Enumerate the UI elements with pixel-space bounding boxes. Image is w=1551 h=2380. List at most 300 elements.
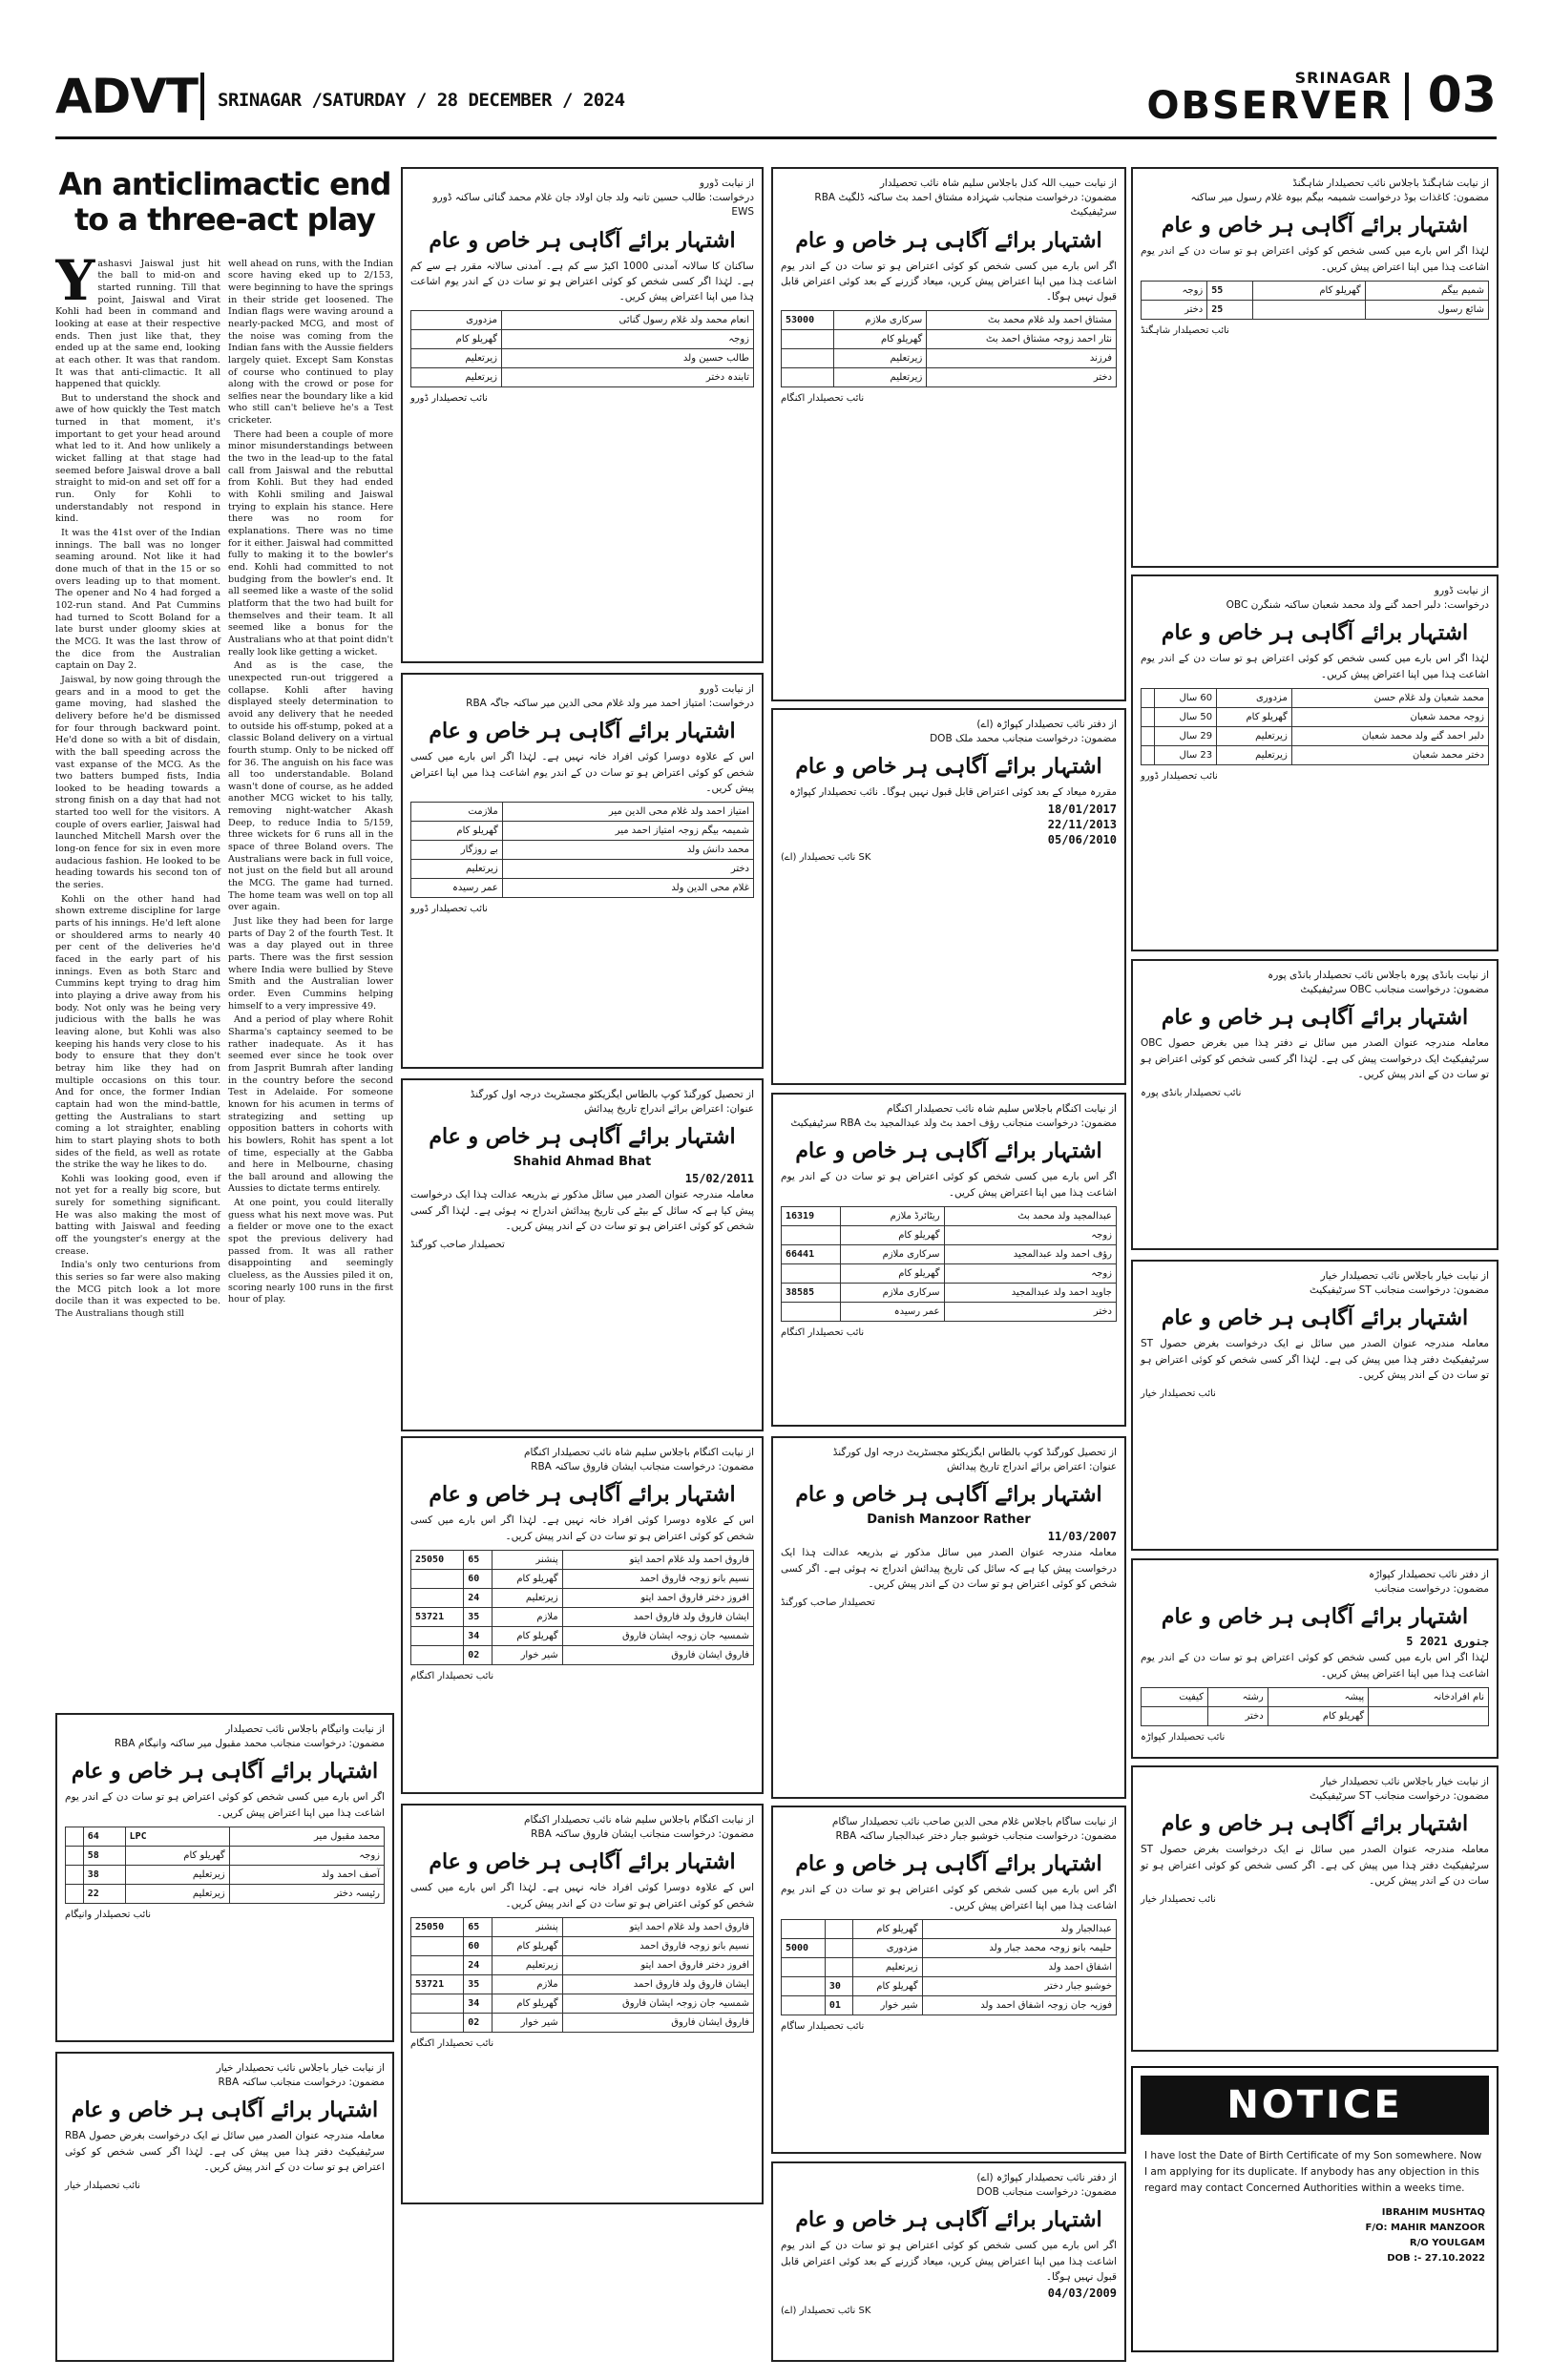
- table-cell: عمر رسیدہ: [411, 879, 503, 898]
- urdu-notice: [771, 708, 1126, 1085]
- table-cell: 35: [464, 1607, 493, 1626]
- table-row: [411, 349, 754, 368]
- table-cell: گھریلو کام: [1217, 707, 1292, 726]
- applicant-name: Shahid Ahmad Bhat: [513, 1155, 652, 1170]
- table-cell: 60: [464, 1936, 493, 1955]
- paragraph: ashasvi Jaiswal just hit the ball to mid-on and started running. Till that point, Jaiswal and Virat Kohli had been in command and looking at ease at their respective ends. Then just like that, they ended up at the same end, looking at each other. It was that random. It was that anti-climactic. It all happened that quickly.: [55, 258, 220, 390]
- table-cell: گھریلو کام: [125, 1846, 229, 1865]
- table-cell: [1142, 1706, 1208, 1725]
- table-cell: [825, 1957, 852, 1976]
- notice-body: اس کے علاوہ دوسرا کوئی افراد خانہ نہیں ہے۔ لہٰذا اگر اس بارے میں کسی شخص کو کوئی اعتراض ہو تو سات دن کے اندر یوم اشاعت ہٰذا میں اپنا اعتراض پیش کریں۔: [410, 751, 754, 794]
- urdu-notice: [401, 1804, 764, 2204]
- notice-signature: نائب تحصیلدار خیار: [65, 2181, 140, 2192]
- family-table: [410, 1917, 754, 2033]
- notice-header: از نیابت حبیب اللہ کدل باجلاس سلیم شاہ نائب تحصیلدار مضمون: درخواست منجانب شہزادہ مشتاق احمد بٹ ساکنہ ڈلگیٹ RBA سرٹیفیکیٹ: [814, 177, 1117, 219]
- table-cell: بے روزگار: [411, 841, 503, 860]
- notice-header: از نیابت ڈورو درخواست: امتیاز احمد میر ولد غلام محی الدین میر ساکنہ جاگہ RBA: [466, 683, 754, 710]
- notice-body: اگر اس بارے میں کسی شخص کو کوئی اعتراض ہو تو سات دن کے اندر یوم اشاعت ہٰذا میں اپنا اعتراض پیش کریں۔: [781, 1171, 1117, 1199]
- table-cell: گھریلو کام: [853, 1919, 923, 1938]
- table-cell: 02: [464, 1645, 493, 1664]
- table-row: [782, 1283, 1117, 1302]
- table-cell: نسیم بانو زوجہ فاروق احمد: [562, 1936, 753, 1955]
- paragraph: It was the 41st over of the Indian innings. The ball was no longer seaming around. Not like it had done much of that in the 15 or so overs leading up to that moment. The opener and No 4 had forged a 102-run stand. And Pat Cummins had turned to Scott Boland for a late burst under gloomy skies at the MCG. It was the last throw of the dice from the Australian captain on Day 2.: [55, 528, 220, 672]
- table-cell: شائع رسول: [1365, 300, 1488, 319]
- table-cell: مزدوری: [853, 1938, 923, 1957]
- notice-date: 5 جنوری 2021: [1406, 1635, 1489, 1649]
- urdu-notice: [401, 167, 764, 663]
- table-row: [782, 1225, 1117, 1244]
- table-cell: گھریلو کام: [492, 1936, 562, 1955]
- notice-signature: نائب تحصیلدار ڈورو: [410, 393, 488, 405]
- notice-header: از نیابت بانڈی پورہ باجلاس نائب تحصیلدار بانڈی پورہ مضمون: درخواست منجانب OBC سرٹیفیکیٹ: [1268, 970, 1489, 996]
- notice-title: اشتہار برائے آگاہی ہر خاص و عام: [1161, 1305, 1469, 1331]
- applicant-name: Danish Manzoor Rather: [867, 1513, 1031, 1528]
- table-cell: شیر خوار: [492, 1645, 562, 1664]
- notice-body: اس کے علاوہ دوسرا کوئی افراد خانہ نہیں ہے۔ لہٰذا اگر اس بارے میں کسی شخص کو کوئی اعتراض ہو تو سات دن کے اندر پیش کریں۔: [410, 1514, 754, 1542]
- brand-main: OBSERVER: [1146, 84, 1392, 128]
- table-cell: فاروق ایشان فاروق: [562, 1645, 753, 1664]
- notice-body: اس کے علاوہ دوسرا کوئی افراد خانہ نہیں ہے۔ لہٰذا اگر اس بارے میں کسی شخص کو کوئی اعتراض ہو تو سات دن کے اندر پیش کریں۔: [410, 1882, 754, 1910]
- table-cell: زیرتعلیم: [834, 349, 927, 368]
- table-cell: 23 سال: [1154, 745, 1217, 764]
- notice-signature: تحصیلدار صاحب کورگنڈ: [781, 1597, 875, 1609]
- notice-body: معاملہ مندرجہ عنوان الصدر میں سائل نے ایک درخواست بغرض حصول ST سرٹیفیکیٹ دفتر ہٰذا میں پیش کی ہے۔ لہٰذا اگر کسی شخص کو کوئی اعتراض ہو تو سات دن کے اندر پیش کریں۔: [1141, 1338, 1489, 1381]
- table-row: [411, 1569, 754, 1588]
- urdu-notice: [401, 1078, 764, 1431]
- notice-header: از نیابت شاہگنڈ باجلاس نائب تحصیلدار شاہگنڈ مضمون: کاغذات بوڈ درخواست شمیمہ بیگم بیوہ غلام رسول میر ساکنہ: [1190, 177, 1489, 204]
- notice-title: اشتہار برائے آگاہی ہر خاص و عام: [71, 1759, 379, 1785]
- notice-title: اشتہار برائے آگاہی ہر خاص و عام: [429, 227, 736, 253]
- article-column-2: [228, 259, 393, 1323]
- family-table: [781, 310, 1117, 387]
- notice-body: اگر اس بارے میں کسی شخص کو کوئی اعتراض ہو تو سات دن کے اندر یوم اشاعت ہٰذا میں اپنا اعتراض پیش کریں، میعاد گزرنے کے بعد کوئی اعتراض قابل قبول نہیں ہوگا۔: [781, 260, 1117, 303]
- table-row: [782, 311, 1117, 330]
- family-table: [781, 1919, 1117, 2015]
- table-cell: زوجہ: [1142, 281, 1207, 300]
- table-cell: نسیم بانو زوجہ فاروق احمد: [562, 1569, 753, 1588]
- table-cell: [782, 1225, 841, 1244]
- notice-body: اگر اس بارے میں کسی شخص کو کوئی اعتراض ہو تو سات دن کے اندر یوم اشاعت ہٰذا میں اپنا اعتراض پیش کریں۔: [65, 1791, 385, 1819]
- notice-title: اشتہار برائے آگاہی ہر خاص و عام: [795, 227, 1102, 253]
- notice-header: از نیابت اکنگام باجلاس سلیم شاہ نائب تحصیلدار اکنگام مضمون: درخواست منجانب ایشان فاروق ساکنہ RBA: [524, 1814, 754, 1841]
- table-cell: مشتاق احمد ولد غلام محمد بٹ: [927, 311, 1117, 330]
- paragraph: well ahead on runs, with the Indian score having eked up to 2/153, were beginning to have the springs in their stride get loosened. The Indian flags were waving around a nearly-packed MCG, and most of the noise was coming from the Indian fans with the Aussie fielders largely quiet. Except Sam Konstas of course who continued to play along with the crowd or pose for selfies near the boundary like a kid who still can't believe he's a Test cricketer.: [228, 258, 393, 427]
- table-row: [782, 1244, 1117, 1263]
- table-row: [411, 1550, 754, 1569]
- notice-header: از نیابت خیار باجلاس نائب تحصیلدار خیار مضمون: درخواست منجانب ST سرٹیفیکیٹ: [1309, 1776, 1489, 1803]
- table-cell: [411, 1955, 464, 1974]
- table-cell: گھریلو کام: [840, 1263, 944, 1283]
- notice-body: معاملہ مندرجہ عنوان الصدر میں سائل نے ایک درخواست بغرض حصول RBA سرٹیفیکیٹ دفتر ہٰذا میں پیش کی ہے۔ لہٰذا اگر کسی شخص کو کوئی اعتراض ہو تو سات دن کے اندر پیش کریں۔: [65, 2130, 385, 2173]
- table-cell: افروز دختر فاروق احمد ایتو: [562, 1588, 753, 1607]
- urdu-notice: [1131, 1558, 1499, 1759]
- notice-header: از نیابت خیار باجلاس نائب تحصیلدار خیار مضمون: درخواست منجانب ساکنہ RBA: [216, 2062, 385, 2089]
- family-table: [781, 1206, 1117, 1322]
- table-cell: شمسیہ جان زوجہ ایشان فاروق: [562, 1626, 753, 1645]
- table-cell: زوجہ: [501, 330, 753, 349]
- urdu-notice: [401, 673, 764, 1069]
- table-cell: 34: [464, 1994, 493, 2013]
- table-cell: ملازم: [492, 1607, 562, 1626]
- header-divider: [200, 73, 204, 120]
- table-cell: [782, 330, 834, 349]
- notice-body: معاملہ مندرجہ عنوان الصدر میں سائل مذکور نے بذریعہ عدالت ہٰذا ایک درخواست پیش کیا ہے کہ سائل کی تاریخ پیدائش اندراج نہ ہوئی ہے۔ اگر کسی شخص کو کوئی اعتراض ہو تو سات دن کے اندر پیش کریں۔: [781, 1547, 1117, 1590]
- table-cell: اشفاق احمد ولد: [922, 1957, 1116, 1976]
- notice-title: اشتہار برائے آگاہی ہر خاص و عام: [1161, 620, 1469, 646]
- table-cell: 16319: [782, 1206, 841, 1225]
- urdu-notice: [1131, 167, 1499, 568]
- table-cell: شیر خوار: [853, 1995, 923, 2015]
- table-cell: فاروق ایشان فاروق: [562, 2013, 753, 2032]
- table-cell: فاروق احمد ولد غلام احمد ایتو: [562, 1917, 753, 1936]
- notice-header: از نیابت ڈورو درخواست: دلبر احمد گنے ولد محمد شعبان ساکنہ شنگرن OBC: [1226, 585, 1489, 612]
- table-cell: [1142, 688, 1155, 707]
- notice-body: ساکنان کا سالانہ آمدنی 1000 اکیڑ سے کم ہے۔ آمدنی سالانہ مقرر ہے سے کم ہے۔ لہٰذا اگر کسی شخص کو کوئی اعتراض ہو تو سات دن کے اندر یوم اشاعت ہٰذا میں اپنا اعتراض پیش کریں۔: [410, 260, 754, 303]
- table-cell: رئیسہ دختر: [229, 1884, 384, 1903]
- table-cell: زیرتعلیم: [492, 1955, 562, 1974]
- table-cell: 66441: [782, 1244, 841, 1263]
- notice-header: از نیابت وانیگام باجلاس نائب تحصیلدار مضمون: درخواست منجانب محمد مقبول میر ساکنہ وانیگام RBA: [114, 1723, 385, 1750]
- table-cell: زیرتعلیم: [411, 860, 503, 879]
- notice-body: I have lost the Date of Birth Certificate of my Son somewhere. Now I am applying for its duplicate. If anybody has any objection in this regard may contact Concerned Authorities within a weeks time.: [1144, 2150, 1482, 2194]
- table-cell: شمیمہ بیگم زوجہ امتیاز احمد میر: [502, 822, 753, 841]
- table-cell: شیر خوار: [492, 2013, 562, 2032]
- table-cell: رشتہ: [1207, 1687, 1268, 1706]
- table-cell: حلیمہ بانو زوجہ محمد جبار ولد: [922, 1938, 1116, 1957]
- table-cell: تابندہ دختر: [501, 368, 753, 387]
- table-row: [411, 330, 754, 349]
- notice-signature: نائب تحصیلدار اکنگام: [410, 1670, 494, 1681]
- table-cell: فرزند: [927, 349, 1117, 368]
- notice-title: اشتہار برائے آگاہی ہر خاص و عام: [795, 1138, 1102, 1164]
- table-cell: [1252, 300, 1365, 319]
- table-cell: گھریلو کام: [1252, 281, 1365, 300]
- table-row: [782, 1976, 1117, 1995]
- table-row: [782, 1957, 1117, 1976]
- family-table: [65, 1827, 385, 1904]
- notice-header: از نیابت اکنگام باجلاس سلیم شاہ نائب تحصیلدار اکنگام مضمون: درخواست منجانب رؤف احمد بٹ ولد عبدالمجید بٹ RBA سرٹیفیکیٹ: [790, 1103, 1117, 1130]
- notice-header: از دفتر نائب تحصیلدار کپواڑہ مضمون: درخواست منجانب: [1368, 1569, 1489, 1596]
- table-row: [782, 1302, 1117, 1321]
- notice-body: معاملہ مندرجہ عنوان الصدر میں سائل نے دفتر ہٰذا میں بغرض حصول OBC سرٹیفیکیٹ ایک درخواست پیش کی ہے۔ لہٰذا اگر کسی شخص کو کوئی اعتراض ہو تو سات دن کے اندر پیش کریں۔: [1141, 1037, 1489, 1080]
- article: [55, 167, 394, 1694]
- table-row: [411, 822, 754, 841]
- dateline: SRINAGAR /SATURDAY / 28 DECEMBER / 2024: [218, 90, 625, 111]
- notice-signature: نائب تحصیلدار کپواڑہ: [1141, 1731, 1226, 1743]
- notice-signature: نائب تحصیلدار ڈورو: [1141, 770, 1218, 782]
- table-cell: [411, 1626, 464, 1645]
- notice-body: مقررہ میعاد کے بعد کوئی اعتراض قابل قبول نہیں ہوگا۔ نائب تحصیلدار کپواڑہ: [789, 786, 1117, 799]
- table-cell: 50 سال: [1154, 707, 1217, 726]
- notice-body: لہٰذا اگر اس بارے میں کسی شخص کو کوئی اعتراض ہو تو سات دن کے اندر یوم اشاعت ہٰذا میں اپنا اعتراض پیش کریں۔: [1141, 653, 1489, 680]
- table-cell: [66, 1846, 84, 1865]
- table-cell: [782, 1302, 841, 1321]
- table-row: [411, 1994, 754, 2013]
- urdu-notice: [771, 1093, 1126, 1427]
- table-cell: [1369, 1706, 1489, 1725]
- table-row: [782, 330, 1117, 349]
- urdu-notice: [771, 2161, 1126, 2362]
- paragraph: Jaiswal, by now going through the gears and in a mood to get the game moving, had slashed the delivery before he'd be dismissed for four through backward point. He'd done so with a bit of disdain, with the ball speeding across the vast expanse of the MCG. As the two batters bumped fists, India looked to be heading towards a strong finish on a day that had not started too well for the visitors. A couple of overs earlier, Jaiswal had launched Mitchell Marsh over the long-on fence for six in even more audacious fashion. He looked to be heading towards his second ton of the series.: [55, 674, 220, 891]
- family-table: [1141, 281, 1489, 320]
- paragraph: But to understand the shock and awe of how quickly the Test match turned in that moment, it's important to get your head around what led to it. And how unlikely a wicket falling at that stage had seemed before Jaiswal drove a ball straight to mid-on and set off for a run. Only for Kohli to understandably not respond in kind.: [55, 392, 220, 525]
- table-cell: سرکاری ملازم: [834, 311, 927, 330]
- notice-title: اشتہار برائے آگاہی ہر خاص و عام: [71, 2098, 379, 2123]
- table-cell: [782, 1263, 841, 1283]
- table-cell: ریٹائرڈ ملازم: [840, 1206, 944, 1225]
- notice-body: معاملہ مندرجہ عنوان الصدر میں سائل مذکور نے بذریعہ عدالت ہٰذا ایک درخواست پیش کیا ہے کہ سائل کے بیٹے کی تاریخ پیدائش اندراج نہ ہوئی ہے۔ لہٰذا اگر کسی شخص کو کوئی اعتراض ہو تو سات دن کے اندر پیش کریں۔: [410, 1189, 754, 1232]
- table-cell: [782, 1957, 826, 1976]
- table-row: [411, 1626, 754, 1645]
- table-cell: 24: [464, 1955, 493, 1974]
- table-cell: رؤف احمد ولد عبدالمجید: [944, 1244, 1116, 1263]
- table-cell: زوجہ: [944, 1263, 1116, 1283]
- table-row: [411, 879, 754, 898]
- notice-header: از دفتر نائب تحصیلدار کپواڑہ (اے) مضمون: درخواست منجانب محمد ملک DOB: [930, 719, 1117, 745]
- table-cell: گھریلو کام: [840, 1225, 944, 1244]
- notice-title: اشتہار برائے آگاہی ہر خاص و عام: [1161, 1005, 1469, 1031]
- table-cell: زیرتعلیم: [411, 368, 502, 387]
- paragraph: Just like they had been for large parts of Day 2 of the fourth Test. It was a day played out in three parts. There was the first session where India were bullied by Steve Smith and the Australian lower order. Even Cummins helping himself to a very impressive 49.: [228, 916, 393, 1012]
- table-cell: گھریلو کام: [1268, 1706, 1369, 1725]
- table-cell: مزدوری: [1217, 688, 1292, 707]
- table-row: [782, 349, 1117, 368]
- table-row: [411, 1955, 754, 1974]
- table-cell: دختر: [502, 860, 753, 879]
- table-cell: مزدوری: [411, 311, 502, 330]
- table-cell: گھریلو کام: [411, 822, 503, 841]
- table-cell: افروز دختر فاروق احمد ایتو: [562, 1955, 753, 1974]
- notice-header: از دفتر نائب تحصیلدار کپواڑہ (اے) مضمون: درخواست منجانب DOB: [976, 2172, 1117, 2199]
- notice-signature: نائب تحصیلدار اکنگام: [781, 1326, 865, 1338]
- table-cell: [782, 368, 834, 387]
- table-row: [411, 1917, 754, 1936]
- table-cell: 38: [83, 1865, 125, 1884]
- notice-title: NOTICE: [1141, 2076, 1489, 2135]
- table-cell: ملازمت: [411, 803, 503, 822]
- family-table: [1141, 688, 1489, 765]
- paragraph: And a period of play where Rohit Sharma's captaincy seemed to be rather inadequate. As it has seemed ever since he took over from Jasprit Bumrah after landing in the country before the second Test in Adelaide. For someone known for his acumen in terms of strategizing and setting up opposition batters in cohorts with his bowlers, Rohit has spent a lot of time, especially at the Gabba and here in Melbourne, chasing the ball around and allowing the Aussies to dictate terms entirely.: [228, 1014, 393, 1195]
- notice-father: F/O: MAHIR MANZOOR: [1365, 2223, 1485, 2234]
- table-cell: زیرتعلیم: [853, 1957, 923, 1976]
- paragraph: India's only two centurions from this series so far were also making the MCG pitch look a lot more docile than it was expected to be. The Australians though still: [55, 1260, 220, 1320]
- notice-date: 05/06/2010: [1047, 832, 1117, 846]
- urdu-notice: [1131, 1765, 1499, 2052]
- table-row: [411, 1588, 754, 1607]
- paragraph: And as is the case, the unexpected run-out triggered a collapse. Kohli after having displayed steely determination to avoid any delivery that he needed to outside his off-stump, poked at a classic Boland delivery on a virtual fourth stump. Only to be nicked off for 36. The anguish on his face was all too understandable. Boland wasn't done of course, as he added another MCG wicket to his tally, removing night-watcher Akash Deep, to reduce India to 5/159, three wickets for 6 runs all in the space of three Boland overs. The Australians were back in full voice, not just on the field but all around the MCG. The game had turned. The home team was well on top all over again.: [228, 660, 393, 913]
- table-cell: شمسیہ جان زوجہ ایشان فاروق: [562, 1994, 753, 2013]
- family-table: [410, 1550, 754, 1665]
- notice-title: اشتہار برائے آگاہی ہر خاص و عام: [429, 719, 736, 744]
- table-cell: کیفیت: [1142, 1687, 1208, 1706]
- table-row: [1142, 688, 1489, 707]
- table-cell: 60: [464, 1569, 493, 1588]
- table-cell: زیرتعلیم: [1217, 745, 1292, 764]
- table-cell: انعام محمد ولد غلام رسول گنائی: [501, 311, 753, 330]
- table-row: [411, 860, 754, 879]
- table-cell: عبدالجبار ولد: [922, 1919, 1116, 1938]
- table-cell: [825, 1938, 852, 1957]
- notice-title: اشتہار برائے آگاہی ہر خاص و عام: [429, 1482, 736, 1508]
- notice-title: اشتہار برائے آگاہی ہر خاص و عام: [795, 2207, 1102, 2233]
- table-cell: پنشنر: [492, 1917, 562, 1936]
- table-row: [782, 1263, 1117, 1283]
- notice-name: IBRAHIM MUSHTAQ: [1381, 2207, 1485, 2219]
- table-cell: 34: [464, 1626, 493, 1645]
- urdu-notice: [771, 1436, 1126, 1799]
- notice-signature: نائب تحصیلدار اکنگام: [781, 393, 865, 405]
- notice-title: اشتہار برائے آگاہی ہر خاص و عام: [1161, 1604, 1469, 1630]
- table-cell: [66, 1827, 84, 1846]
- table-cell: زوجہ: [944, 1225, 1116, 1244]
- table-row: [782, 1919, 1117, 1938]
- notice-title: اشتہار برائے آگاہی ہر خاص و عام: [795, 1482, 1102, 1508]
- notice-signature: SK نائب تحصیلدار (اے): [781, 2306, 871, 2317]
- notice-date: 11/03/2007: [1047, 1530, 1117, 1544]
- english-notice: [1131, 2066, 1499, 2352]
- table-row: [411, 311, 754, 330]
- table-cell: دختر: [927, 368, 1117, 387]
- table-cell: 30: [825, 1976, 852, 1995]
- table-cell: دختر: [944, 1302, 1116, 1321]
- table-cell: [782, 1976, 826, 1995]
- notice-date: 22/11/2013: [1047, 817, 1117, 831]
- table-cell: [66, 1865, 84, 1884]
- table-cell: عبدالمجید ولد محمد بٹ: [944, 1206, 1116, 1225]
- notice-header: از تحصیل کورگنڈ کوپ بالطاس ایگزیکٹو مجسٹریٹ درجہ اول کورگنڈ عنوان: اعتراض برائے اندراج تاریخ پیدائش: [470, 1089, 754, 1116]
- family-table: [410, 802, 754, 898]
- notice-header: از نیابت اکنگام باجلاس سلیم شاہ نائب تحصیلدار اکنگام مضمون: درخواست منجانب ایشان فاروق ساکنہ RBA: [524, 1447, 754, 1473]
- table-cell: 29 سال: [1154, 726, 1217, 745]
- table-row: [1142, 300, 1489, 319]
- table-cell: 53721: [411, 1607, 464, 1626]
- table-row: [1142, 745, 1489, 764]
- table-cell: طالب حسین ولد: [501, 349, 753, 368]
- table-cell: نام افرادخانہ: [1369, 1687, 1489, 1706]
- table-cell: 38585: [782, 1283, 841, 1302]
- table-cell: فاروق احمد ولد غلام احمد ایتو: [562, 1550, 753, 1569]
- table-cell: زیرتعلیم: [834, 368, 927, 387]
- table-cell: نثار احمد زوجہ مشتاق احمد بٹ: [927, 330, 1117, 349]
- table-row: [411, 1936, 754, 1955]
- table-cell: 25: [1207, 300, 1252, 319]
- notice-body: لہٰذا اگر اس بارے میں کسی شخص کو کوئی اعتراض ہو تو سات دن کے اندر یوم اشاعت ہٰذا میں اپنا اعتراض پیش کریں۔: [1141, 1652, 1489, 1680]
- table-cell: محمد دانش ولد: [502, 841, 753, 860]
- table-cell: [825, 1919, 852, 1938]
- table-row: [1142, 1687, 1489, 1706]
- table-cell: جاوید احمد ولد عبدالمجید: [944, 1283, 1116, 1302]
- notice-dob: DOB :- 27.10.2022: [1387, 2253, 1485, 2265]
- urdu-notice: [401, 1436, 764, 1794]
- table-cell: [1142, 707, 1155, 726]
- brand-logo: [1146, 69, 1392, 128]
- notice-body: لہٰذا اگر اس بارے میں کسی شخص کو کوئی اعتراض ہو تو سات دن کے اندر یوم اشاعت ہٰذا میں اپنا اعتراض پیش کریں۔: [1141, 245, 1489, 273]
- table-row: [411, 841, 754, 860]
- table-cell: 55: [1207, 281, 1252, 300]
- table-cell: 25050: [411, 1917, 464, 1936]
- table-cell: امتیاز احمد ولد غلام محی الدین میر: [502, 803, 753, 822]
- table-cell: ایشان فاروق ولد فاروق احمد: [562, 1607, 753, 1626]
- table-row: [411, 803, 754, 822]
- table-cell: [411, 1994, 464, 2013]
- table-cell: زیرتعلیم: [1217, 726, 1292, 745]
- table-cell: [782, 1995, 826, 2015]
- notice-body: اگر اس بارے میں کسی شخص کو کوئی اعتراض ہو تو سات دن کے اندر یوم اشاعت ہٰذا میں اپنا اعتراض پیش کریں، میعاد گزرنے کے بعد کوئی اعتراض قابل قبول نہیں ہوگا۔: [781, 2240, 1117, 2283]
- table-cell: خوشبو جبار دختر: [922, 1976, 1116, 1995]
- table-cell: سرکاری ملازم: [840, 1283, 944, 1302]
- notice-header: از نیابت خیار باجلاس نائب تحصیلدار خیار مضمون: درخواست منجانب ST سرٹیفیکیٹ: [1309, 1270, 1489, 1297]
- notice-signature: SK نائب تحصیلدار (اے): [781, 851, 871, 863]
- table-row: [411, 1974, 754, 1994]
- notice-signature: نائب تحصیلدار ڈورو: [410, 904, 488, 915]
- table-cell: [782, 1919, 826, 1938]
- masthead: [55, 55, 1497, 139]
- table-cell: [411, 1588, 464, 1607]
- notice-address: R/O YOULGAM: [1409, 2238, 1485, 2249]
- notice-title: اشتہار برائے آگاہی ہر خاص و عام: [429, 1124, 736, 1150]
- notice-signature: نائب تحصیلدار ساگام: [781, 2020, 865, 2032]
- table-cell: دلبر احمد گنے ولد محمد شعبان: [1291, 726, 1488, 745]
- paragraph: Kohli on the other hand had shown extreme discipline for large parts of his innings. He'd left alone or shouldered arms to nearly 40 per cent of the deliveries he'd faced in the early part of his innings. Even as both Starc and Cummins kept trying to drag him into playing a drive away from his body. Not only was he being very judicious with the balls he was leaving alone, but Kohli was also keeping his hands very close to his body to ensure that they don't betray him like they had on multiple occasions on this tour. And for once, the former Indian captain had won the mind-battle, getting the Australians to start coming a lot straighter, enabling him to start playing shots to both sides of the field, as well as rotate the strike the way he likes to do.: [55, 893, 220, 1171]
- paragraph: There had been a couple of more minor misunderstandings between the two in the lead-up to the fatal call from Jaiswal and the rebuttal from Kohli. But they had ended with Kohli smiling and Jaiswal trying to explain his stance. Here there was no room for explanations. There was no time for it either. Jaiswal had committed fully to making it to the bowler's end. Kohli had committed to not budging from the bowler's end. It all seemed like a waste of the solid platform that the two had built for themselves and their team. It all seemed like a bonus for the Australians who at that point didn't really look like getting a wicket.: [228, 428, 393, 658]
- section-label: ADVT: [55, 69, 199, 124]
- notice-title: اشتہار برائے آگاہی ہر خاص و عام: [429, 1849, 736, 1875]
- table-cell: محمد شعبان ولد غلام حسن: [1291, 688, 1488, 707]
- table-cell: 35: [464, 1974, 493, 1994]
- notice-title: اشتہار برائے آگاہی ہر خاص و عام: [795, 754, 1102, 780]
- paragraph: At one point, you could literally guess what his next move was. Put a fielder or move one to the exact spot the previous delivery had passed from. It was all rather disappointing and seemingly clueless, as the Aussies piled it on, scoring nearly 100 runs in the first hour of play.: [228, 1198, 393, 1305]
- table-row: [782, 1938, 1117, 1957]
- table-cell: پنشنر: [492, 1550, 562, 1569]
- table-cell: [66, 1884, 84, 1903]
- table-row: [782, 1206, 1117, 1225]
- article-headline: An anticlimactic end to a three-act play: [58, 167, 391, 238]
- table-row: [1142, 726, 1489, 745]
- table-cell: [411, 1645, 464, 1664]
- notice-title: اشتہار برائے آگاہی ہر خاص و عام: [795, 1851, 1102, 1877]
- table-cell: زوجہ محمد شعبان: [1291, 707, 1488, 726]
- table-cell: گھریلو کام: [492, 1626, 562, 1645]
- table-cell: 64: [83, 1827, 125, 1846]
- table-row: [66, 1884, 385, 1903]
- table-row: [411, 1645, 754, 1664]
- notice-date: 18/01/2017: [1047, 802, 1117, 816]
- urdu-notice: [55, 1713, 394, 2042]
- table-cell: پیشہ: [1268, 1687, 1369, 1706]
- article-column-1: [55, 247, 220, 1323]
- brand-top: SRINAGAR: [1294, 69, 1392, 87]
- notice-body: اگر اس بارے میں کسی شخص کو کوئی اعتراض ہو تو سات دن کے اندر یوم اشاعت ہٰذا میں اپنا اعتراض پیش کریں۔: [781, 1884, 1117, 1911]
- table-cell: زوجہ: [229, 1846, 384, 1865]
- table-cell: عمر رسیدہ: [840, 1302, 944, 1321]
- table-row: [411, 1607, 754, 1626]
- table-cell: 22: [83, 1884, 125, 1903]
- table-cell: شمیم بیگم: [1365, 281, 1488, 300]
- notice-header: از نیابت ڈورو درخواست: طالب حسین تانبہ ولد جان اولاد جان غلام محمد گنائی ساکنہ ڈورو EWS: [432, 177, 754, 219]
- table-cell: 65: [464, 1917, 493, 1936]
- table-cell: فوزیہ جان زوجہ اشفاق احمد ولد: [922, 1995, 1116, 2015]
- table-cell: 65: [464, 1550, 493, 1569]
- notice-body: معاملہ مندرجہ عنوان الصدر میں سائل نے ایک درخواست بغرض حصول ST سرٹیفیکیٹ دفتر ہٰذا میں پیش کی ہے۔ اگر کسی شخص کو کوئی اعتراض ہو تو سات دن کے اندر پیش کریں۔: [1141, 1844, 1489, 1887]
- table-cell: [411, 1569, 464, 1588]
- table-cell: 60 سال: [1154, 688, 1217, 707]
- family-table: [1141, 1687, 1489, 1726]
- notice-title: اشتہار برائے آگاہی ہر خاص و عام: [1161, 213, 1469, 239]
- urdu-notice: [771, 167, 1126, 701]
- notice-signature: نائب تحصیلدار وانیگام: [65, 1909, 152, 1920]
- urdu-notice: [771, 1806, 1126, 2154]
- table-cell: زیرتعلیم: [125, 1884, 229, 1903]
